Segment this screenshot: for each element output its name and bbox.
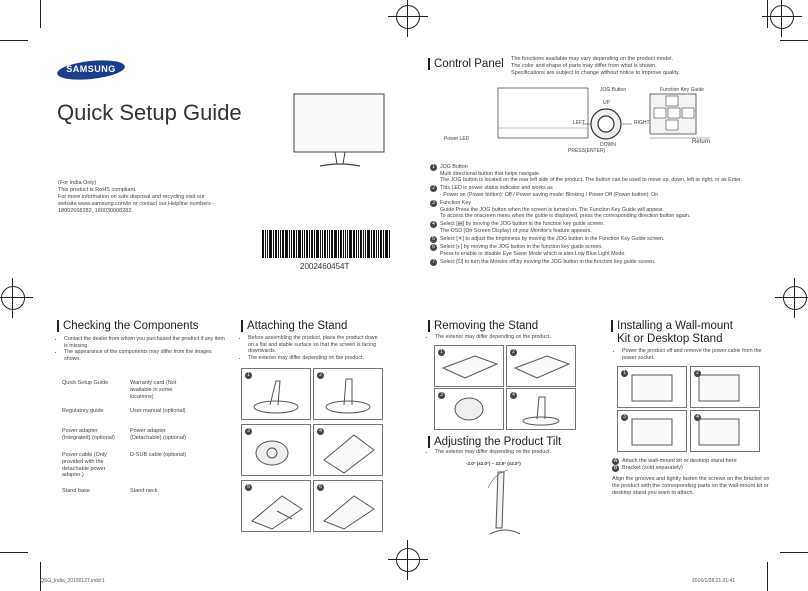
item-line: Select [▤] by moving the JOG button in the function key guide screen. [440, 221, 605, 228]
components-list [62, 380, 232, 500]
barcode-bar [353, 230, 355, 258]
attach-step-2: 2 [313, 368, 383, 420]
wall-legend [612, 458, 772, 472]
item-line: Function Key [440, 199, 471, 206]
component-item: Regulatory guide [62, 408, 104, 414]
samsung-wordmark: SAMSUNG [66, 64, 116, 74]
barcode-bar [298, 230, 301, 258]
barcode-bar [363, 230, 364, 258]
tilt-angle-label: -2.0° (±2.0°) ~ 22.0° (±2.0°) [466, 461, 521, 466]
barcode-bar [385, 230, 388, 258]
item-number: 2 [430, 185, 437, 192]
return-label: Return [692, 139, 711, 145]
item-number: 5 [430, 236, 437, 243]
registration-mark-top-left [396, 5, 420, 29]
wall-bullets [615, 348, 765, 361]
press-enter-label: PRESS(ENTER) [568, 148, 606, 154]
barcode-bar [304, 230, 305, 258]
barcode-bar [278, 230, 279, 258]
item-number: 7 [430, 259, 437, 266]
item-line: To access the onscreen menu when the guide is displayed, press the corresponding direction button again. [440, 213, 691, 220]
barcode-bar [296, 230, 297, 258]
barcode-bar [349, 230, 352, 258]
control-panel-item [430, 236, 775, 243]
barcode-bar [293, 230, 295, 258]
barcode-bar [347, 230, 348, 258]
trim-mark [40, 562, 41, 591]
item-line: Guide Press the JOG button when the screen is turned on. The Function Key Guide will appear. [440, 206, 664, 213]
trim-mark [780, 552, 808, 553]
wall-note: Align the grooves and tightly fasten the screws on the bracket on the product with the corresponding parts on the wall-mount kit or desktop stand you want to attach. [612, 476, 770, 496]
trim-mark [767, 562, 768, 591]
barcode-bar [383, 230, 384, 258]
barcode-bar [343, 230, 344, 258]
barcode-bar [302, 230, 303, 258]
registration-mark-top-right [770, 5, 794, 29]
trim-mark [767, 0, 768, 28]
component-item: Warranty card (Not available in some locations) [130, 380, 177, 400]
item-line: Select [⏻] to turn the Monitor off by moving the JOG button in the function key guide screen. [440, 259, 656, 266]
barcode-bar [289, 230, 290, 258]
bullet: • The exterior may differ depending on the product. [435, 449, 598, 456]
barcode-bar [320, 230, 321, 258]
trim-mark [0, 40, 28, 41]
barcode-bar [358, 230, 359, 258]
control-panel-heading: Control Panel [428, 58, 504, 70]
footer-filename: QSG_India_20150127.indd 1 [40, 578, 105, 584]
page-title: Quick Setup Guide [57, 100, 242, 125]
remove-step-4: 4 [506, 388, 576, 430]
barcode-bar [329, 230, 330, 258]
tilt-heading: Adjusting the Product Tilt [428, 436, 561, 448]
control-panel-item [430, 200, 775, 220]
removing-heading: Removing the Stand [428, 320, 538, 332]
barcode-number: 2002460454T [300, 262, 350, 271]
item-line: This LED is power status indicator and works as [440, 185, 553, 192]
barcode-bar [316, 230, 319, 258]
wall-step-4: 4 [690, 410, 760, 452]
down-label: DOWN [600, 142, 616, 148]
barcode-bar [367, 230, 370, 258]
component-item: Power adapter (Detachable) (optional) [130, 428, 186, 441]
barcode-bar [331, 230, 333, 258]
control-panel-item [430, 164, 775, 184]
attach-step-4: 4 [313, 424, 383, 476]
right-label: RIGHT [634, 120, 650, 126]
note-line: Specifications are subject to change without notice to improve quality. [511, 70, 680, 76]
component-item: Stand base [62, 488, 90, 494]
barcode-bar [389, 230, 390, 258]
barcode-bar [273, 230, 274, 258]
barcode-bar [269, 230, 272, 258]
legend-item: A Attach the wall-mount kit or desktop stand here [613, 458, 737, 464]
barcode-bar [365, 230, 366, 258]
registration-mark-right [783, 286, 807, 310]
remove-step-2: 2 [506, 345, 576, 387]
component-item: Power adapter (Integrated) (optional) [62, 428, 115, 441]
barcode-bar [324, 230, 326, 258]
bullet: • Before assembling the product, place the product down on a flat and stable surface so that the screen is facing downwards. [248, 335, 383, 355]
bullet: • Power the product off and remove the power cable from the power socket. [622, 348, 765, 361]
item-number: 1 [430, 164, 437, 171]
bullet: • The exterior may differ depending on the product. [248, 355, 383, 362]
barcode-bar [327, 230, 328, 258]
tilt-illustration [480, 468, 530, 538]
barcode-bar [338, 230, 339, 258]
component-item: Quick Setup Guide [62, 380, 109, 386]
barcode-bar [306, 230, 308, 258]
item-line: Press to enable or disable Eye Saver Mode which is also Low Blue Light Mode. [440, 251, 626, 258]
footer-timestamp: 2016/1/28 21:21:41 [692, 578, 736, 584]
control-panel-items [430, 164, 775, 268]
monitor-illustration [290, 92, 390, 172]
control-panel-item [430, 259, 775, 266]
barcode-bar [275, 230, 277, 258]
registration-mark-bottom [396, 548, 420, 572]
barcode-bar [340, 230, 342, 258]
barcode-bar [262, 230, 264, 258]
jog-button-label: JOG Button [600, 87, 627, 93]
attach-step-3: 3 [241, 424, 311, 476]
barcode-bar [267, 230, 268, 258]
wall-heading: Installing a Wall-mount [611, 320, 733, 332]
component-item: Power cable (Only provided with the detachable power adapter.) [62, 452, 107, 479]
checking-heading: Checking the Components [57, 320, 199, 332]
left-label: LEFT [573, 120, 586, 126]
attach-step-6: 6 [313, 480, 383, 532]
function-key-guide-label: Function Key Guide [660, 87, 704, 93]
barcode-bar [334, 230, 337, 258]
notice-line: (For India Only) [58, 180, 97, 186]
remove-step-3: 3 [434, 388, 504, 430]
bullet: • Contact the dealer from whom you purchased the product if any item is missing. [64, 336, 227, 349]
barcode-bar [322, 230, 323, 258]
item-line: The OSD (On Screen Display) of your Monitor's feature appears. [440, 227, 592, 234]
legend-item: B Bracket (sold separately) [613, 465, 683, 471]
trim-mark [40, 0, 41, 28]
barcode-bar [380, 230, 382, 258]
wall-step-3: 3 [617, 410, 687, 452]
control-panel-notes [511, 56, 751, 77]
barcode-bar [314, 230, 315, 258]
note-line: The color and shape of parts may differ from what is shown. [511, 63, 657, 69]
item-line: The JOG button is located on the rear left side of the product. The button can be used to move up, down, left or right, or as Enter. [440, 177, 743, 184]
bullet: • The exterior may differ depending on the product. [435, 334, 598, 341]
item-line: Select [◐] by moving the JOG button in the function key guide screen. [440, 244, 603, 251]
wall-step-1: 1 [617, 366, 687, 408]
barcode-bar [265, 230, 266, 258]
item-line: JOG Button [440, 164, 468, 170]
barcode-bar [280, 230, 281, 258]
notice-line: For more information on safe disposal and recycling visit our [58, 194, 205, 200]
item-line: Select [☀] to adjust the brightness by moving the JOG button in the Function Key Guide screen. [440, 235, 665, 242]
wall-heading-2: Kit or Desktop Stand [617, 333, 723, 345]
barcode-bar [371, 230, 372, 258]
notice-line: 18002668282, 180030008282. [58, 208, 133, 214]
barcode-bar [376, 230, 377, 258]
control-panel-item [430, 221, 775, 234]
item-number: 4 [430, 221, 437, 228]
removing-bullets [428, 334, 598, 341]
barcode-bar [309, 230, 310, 258]
samsung-logo [56, 60, 126, 80]
barcode [262, 230, 391, 258]
remove-step-1: 1 [434, 345, 504, 387]
checking-bullets [57, 336, 227, 363]
barcode-bar [373, 230, 375, 258]
attach-step-5: 5 [241, 480, 311, 532]
bullet: • The appearance of the components may differ from the images shown. [64, 349, 227, 362]
barcode-bar [311, 230, 313, 258]
attach-step-1: 1 [241, 368, 311, 420]
control-panel-diagram [440, 84, 720, 156]
registration-mark-left [1, 286, 25, 310]
component-item: User manual (optional) [130, 408, 186, 414]
component-item: Stand neck [130, 488, 158, 494]
barcode-bar [291, 230, 292, 258]
attaching-heading: Attaching the Stand [241, 320, 347, 332]
item-number: 3 [430, 200, 437, 207]
barcode-bar [285, 230, 288, 258]
power-led-label: Power LED [444, 136, 470, 142]
barcode-bar [360, 230, 362, 258]
trim-mark [780, 40, 808, 41]
control-panel-item [430, 185, 775, 198]
barcode-bar [345, 230, 346, 258]
barcode-bar [378, 230, 379, 258]
item-line: - Power on (Power button): Off / Power saving mode: Blinking / Power Off (Power button): On [440, 191, 659, 198]
barcode-bar [356, 230, 357, 258]
tilt-bullets [428, 449, 598, 456]
notice-line: This product is RoHS compliant. [58, 187, 137, 193]
up-label: UP [603, 100, 610, 106]
barcode-bar [282, 230, 284, 258]
india-notice [58, 180, 228, 215]
note-line: The functions available may vary depending on the product model. [511, 56, 674, 62]
item-number: 6 [430, 244, 437, 251]
wall-step-2: 2 [690, 366, 760, 408]
component-item: D-SUB cable (optional) [130, 452, 187, 458]
attaching-bullets [241, 335, 383, 362]
notice-line: website www.samsung.com/in or contact our Helpline numbers - [58, 201, 215, 207]
item-line: Multi directional button that helps navigate. [440, 170, 541, 177]
trim-mark [0, 552, 28, 553]
control-panel-item [430, 244, 775, 257]
